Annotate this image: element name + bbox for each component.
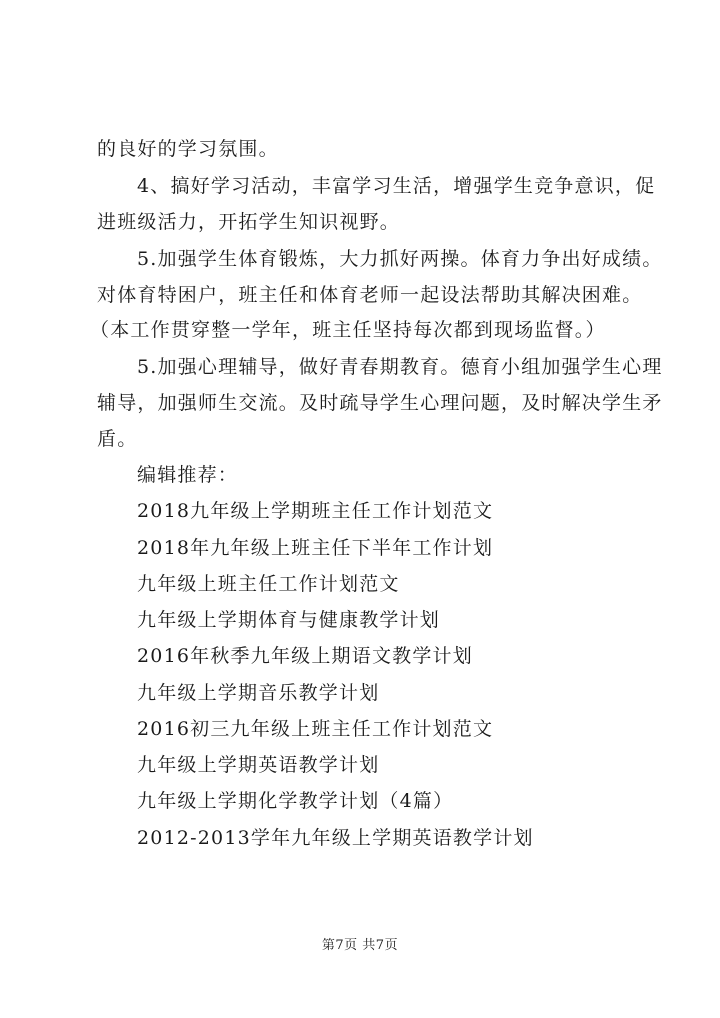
recommend-item[interactable]: 2018九年级上学期班主任工作计划范文: [137, 500, 494, 522]
paragraph-line: 5.加强心理辅导，做好青春期教育。德育小组加强学生心理: [137, 356, 663, 378]
recommend-item[interactable]: 九年级上学期英语教学计划: [137, 754, 380, 776]
paragraph-line: 对体育特困户，班主任和体育老师一起设法帮助其解决困难。: [97, 284, 643, 306]
paragraph-line: 4、搞好学习活动，丰富学习生活，增强学生竞争意识，促: [137, 175, 656, 197]
paragraph-line: 的良好的学习氛围。: [97, 138, 279, 160]
recommend-item[interactable]: 2016初三九年级上班主任工作计划范文: [137, 718, 494, 740]
paragraph-line: 辅导，加强师生交流。及时疏导学生心理问题，及时解决学生矛: [97, 392, 663, 414]
recommend-heading: 编辑推荐：: [137, 464, 239, 486]
recommend-item[interactable]: 九年级上学期体育与健康教学计划: [137, 609, 441, 631]
paragraph-line: 5.加强学生体育锻炼，大力抓好两操。体育力争出好成绩。: [137, 248, 663, 270]
recommend-item[interactable]: 2018年九年级上班主任下半年工作计划: [137, 537, 494, 559]
paragraph-line: 盾。: [97, 428, 138, 450]
recommend-item[interactable]: 九年级上学期音乐教学计划: [137, 682, 380, 704]
recommend-item[interactable]: 2016年秋季九年级上期语文教学计划: [137, 645, 473, 667]
recommend-item[interactable]: 九年级上学期化学教学计划（4篇）: [137, 790, 454, 812]
page-number-footer: 第7页 共7页: [321, 938, 399, 953]
paragraph-line: （本工作贯穿整一学年，班主任坚持每次都到现场监督。）: [90, 319, 606, 341]
recommend-item[interactable]: 2012-2013学年九年级上学期英语教学计划: [137, 827, 534, 849]
paragraph-line: 进班级活力，开拓学生知识视野。: [97, 211, 401, 233]
recommend-item[interactable]: 九年级上班主任工作计划范文: [137, 573, 400, 595]
